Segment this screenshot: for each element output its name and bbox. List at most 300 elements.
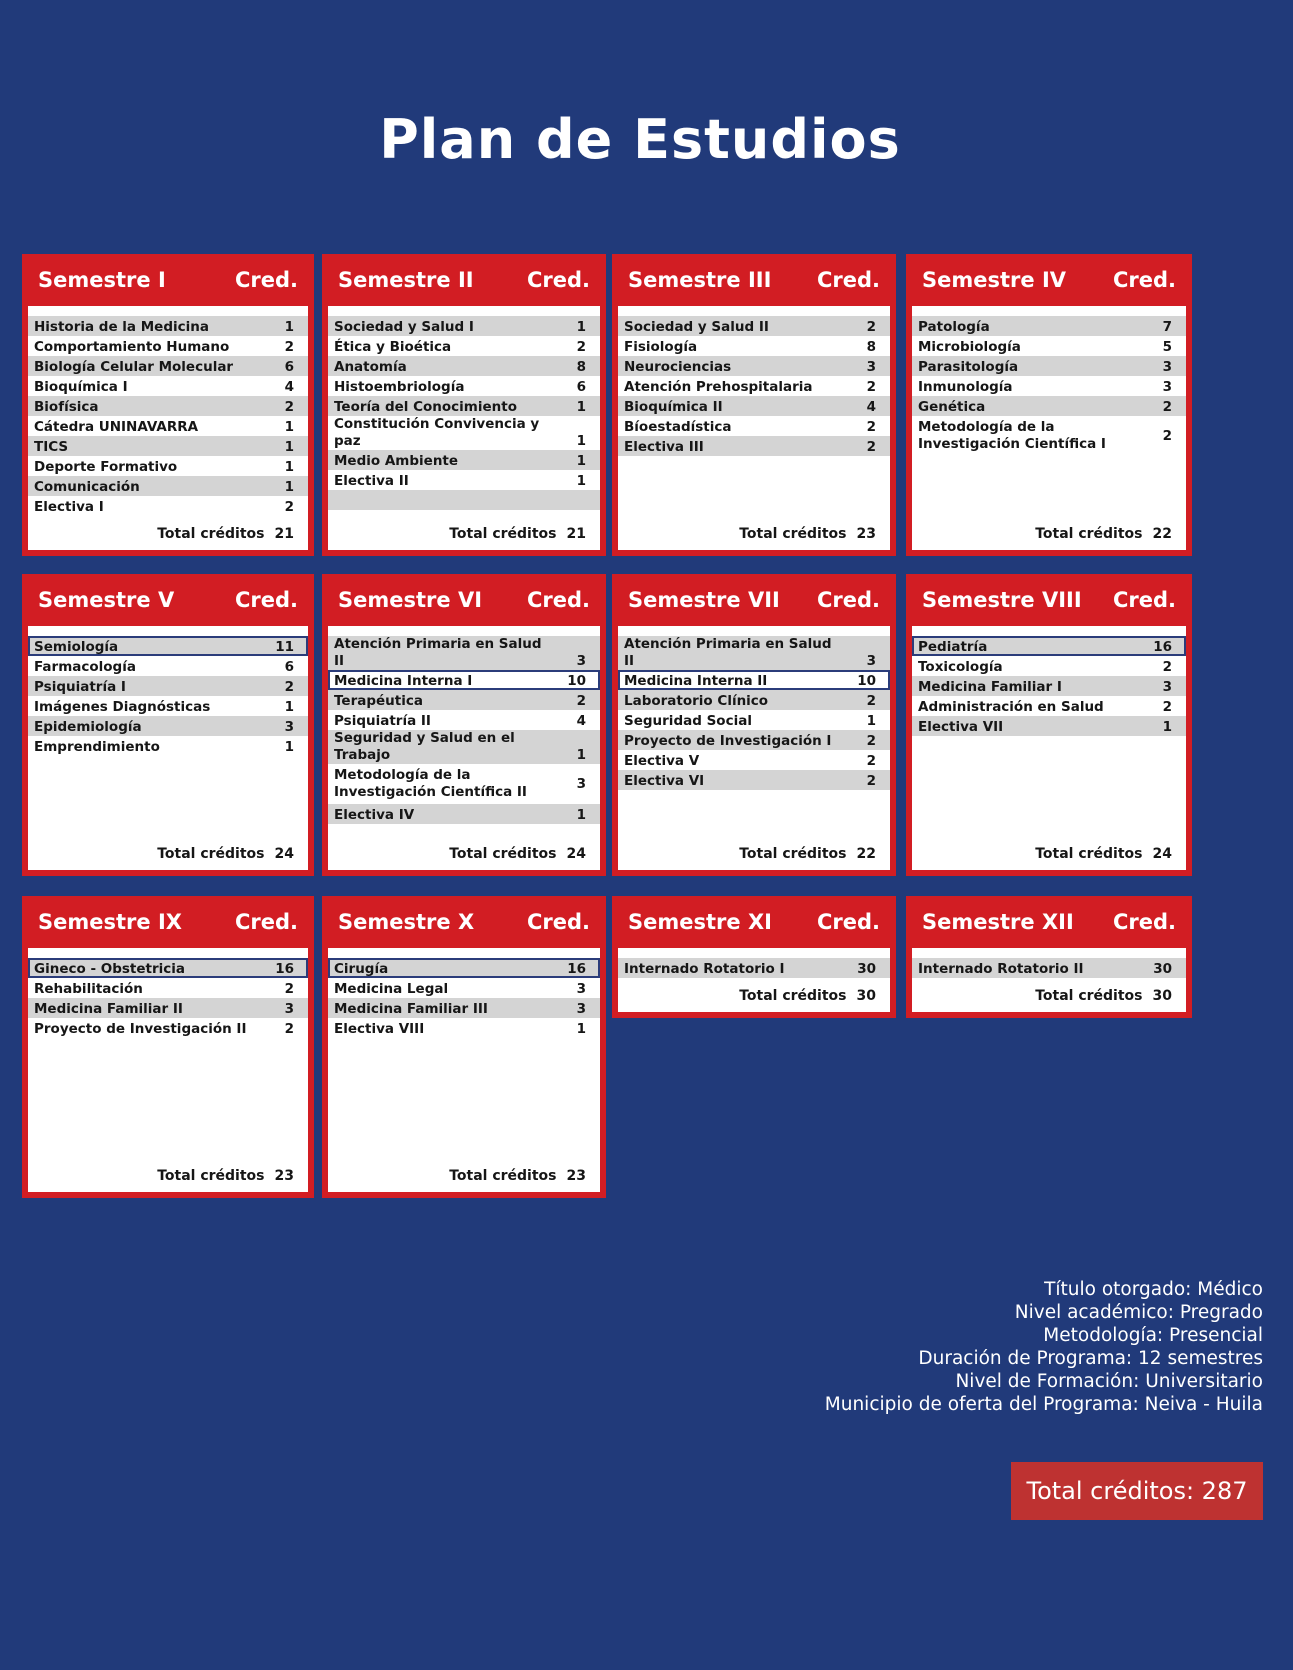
course-row — [912, 656, 1186, 676]
course-name: Cirugía — [334, 961, 389, 977]
course-credits: 3 — [866, 653, 876, 669]
semester-card — [322, 896, 606, 1198]
semester-course-list — [618, 948, 890, 1012]
semester-header — [912, 254, 1186, 306]
course-row — [328, 316, 600, 336]
course-row — [912, 416, 1186, 456]
course-row — [28, 998, 308, 1018]
semester-course-list — [618, 626, 890, 870]
course-name: Laboratorio Clínico — [624, 693, 769, 709]
course-name: Comunicación — [34, 479, 140, 495]
semester-course-list — [28, 948, 308, 1192]
course-name: Epidemiología — [34, 719, 142, 735]
course-credits: 2 — [576, 339, 586, 355]
course-credits: 2 — [1162, 427, 1172, 444]
course-credits: 1 — [576, 399, 586, 415]
semester-total — [449, 846, 586, 862]
course-name: Bioquímica II — [624, 399, 723, 415]
course-name: Semiología — [34, 639, 119, 655]
course-row — [912, 958, 1186, 978]
course-name: Medicina Interna I — [334, 673, 473, 689]
info-line-degree: Título otorgado: Médico — [1044, 1279, 1263, 1300]
course-name: Patología — [918, 319, 990, 335]
course-row — [28, 456, 308, 476]
course-credits: 2 — [1162, 659, 1172, 675]
course-row — [328, 416, 600, 450]
semester-header — [618, 254, 890, 306]
course-credits: 10 — [567, 673, 586, 689]
course-name: Sociedad y Salud II — [624, 319, 769, 335]
semester-total — [449, 1168, 586, 1184]
course-credits: 6 — [284, 659, 294, 675]
course-credits: 3 — [576, 1001, 586, 1017]
course-credits: 8 — [576, 359, 586, 375]
course-name: Fisiología — [624, 339, 698, 355]
course-credits: 2 — [866, 319, 876, 335]
program-info — [825, 1278, 1263, 1416]
total-label: Total créditos — [157, 846, 265, 862]
course-name: Electiva III — [624, 439, 704, 455]
course-credits: 1 — [284, 739, 294, 755]
semester-card — [906, 574, 1192, 876]
course-credits: 1 — [576, 1021, 586, 1037]
total-label: Total créditos — [739, 846, 847, 862]
course-row — [618, 376, 890, 396]
course-row — [328, 958, 600, 978]
course-credits: 2 — [866, 753, 876, 769]
course-credits: 2 — [284, 679, 294, 695]
course-credits: 4 — [284, 379, 294, 395]
course-credits: 1 — [284, 419, 294, 435]
semester-course-list — [912, 626, 1186, 870]
course-name: Proyecto de Investigación I — [624, 733, 832, 749]
semester-course-list — [28, 306, 308, 550]
semester-course-list — [328, 626, 600, 870]
course-credits: 2 — [284, 499, 294, 515]
course-row — [28, 396, 308, 416]
course-row — [328, 490, 600, 510]
course-row — [328, 764, 600, 804]
course-row — [912, 336, 1186, 356]
semester-header — [912, 896, 1186, 948]
total-label: Total créditos — [739, 988, 847, 1004]
course-row — [618, 730, 890, 750]
semester-header — [618, 574, 890, 626]
course-name: Deporte Formativo — [34, 459, 178, 475]
semester-total — [1035, 846, 1172, 862]
course-row — [618, 436, 890, 456]
semester-course-list — [618, 306, 890, 550]
info-line-municipality: Municipio de oferta del Programa: Neiva - Huila — [824, 1394, 1263, 1415]
total-value: 22 — [856, 846, 876, 862]
course-row — [618, 690, 890, 710]
info-line-duration: Duración de Programa: 12 semestres — [918, 1348, 1263, 1369]
course-name: Internado Rotatorio II — [918, 961, 1084, 977]
course-name: Medicina Familiar II — [34, 1001, 183, 1017]
course-name: Medio Ambiente — [334, 453, 459, 469]
course-name: Constitución Convivencia y paz — [334, 416, 540, 449]
credits-header: Cred. — [234, 910, 298, 934]
course-name: Administración en Salud — [918, 699, 1104, 715]
course-credits: 1 — [284, 699, 294, 715]
course-name: Atención Primaria en Salud II — [334, 636, 542, 669]
semester-header — [28, 574, 308, 626]
semester-card — [906, 254, 1192, 556]
semester-total — [449, 526, 586, 542]
semester-total — [739, 526, 876, 542]
course-credits: 30 — [857, 961, 876, 977]
course-credits: 11 — [275, 639, 294, 655]
semester-header — [28, 896, 308, 948]
semester-card — [322, 574, 606, 876]
course-name: Genética — [918, 399, 986, 415]
total-label: Total créditos — [157, 526, 265, 542]
course-credits: 2 — [284, 1021, 294, 1037]
semester-header — [328, 896, 600, 948]
course-row — [912, 356, 1186, 376]
total-value: 22 — [1152, 526, 1172, 542]
course-row — [328, 356, 600, 376]
course-name: Medicina Interna II — [624, 673, 768, 689]
course-row — [328, 730, 600, 764]
course-name: Neurociencias — [624, 359, 732, 375]
course-credits: 2 — [1162, 399, 1172, 415]
credits-header: Cred. — [526, 910, 590, 934]
course-credits: 8 — [866, 339, 876, 355]
course-credits: 2 — [866, 773, 876, 789]
course-row — [618, 356, 890, 376]
course-credits: 2 — [284, 339, 294, 355]
total-value: 30 — [856, 988, 876, 1004]
total-value: 24 — [274, 846, 294, 862]
semester-header — [28, 254, 308, 306]
total-label: Total créditos — [739, 526, 847, 542]
course-credits: 1 — [284, 459, 294, 475]
credits-header: Cred. — [526, 588, 590, 612]
course-row — [328, 978, 600, 998]
course-row — [618, 336, 890, 356]
course-name: Toxicología — [918, 659, 1003, 675]
course-credits: 1 — [576, 747, 586, 763]
course-credits: 7 — [1162, 319, 1172, 335]
semester-header — [328, 254, 600, 306]
semester-name: Semestre IV — [922, 268, 1067, 292]
course-row — [618, 750, 890, 770]
credits-header: Cred. — [816, 910, 880, 934]
semester-card — [612, 254, 896, 556]
total-label: Total créditos — [449, 526, 557, 542]
total-label: Total créditos — [157, 1168, 265, 1184]
total-value: 30 — [1152, 988, 1172, 1004]
course-credits: 1 — [576, 319, 586, 335]
semester-course-list — [328, 306, 600, 550]
course-credits: 2 — [866, 733, 876, 749]
course-row — [618, 670, 890, 690]
semester-name: Semestre V — [38, 588, 175, 612]
course-name: Teoría del Conocimiento — [334, 399, 517, 415]
course-name: Medicina Familiar III — [334, 1001, 488, 1017]
course-name: Terapéutica — [334, 693, 423, 709]
course-row — [328, 998, 600, 1018]
semester-course-list — [912, 306, 1186, 550]
credits-header: Cred. — [526, 268, 590, 292]
semester-name: Semestre XII — [922, 910, 1074, 934]
semester-card — [22, 896, 314, 1198]
semester-header — [618, 896, 890, 948]
course-row — [28, 676, 308, 696]
course-credits: 2 — [866, 439, 876, 455]
course-row — [618, 770, 890, 790]
course-credits: 4 — [866, 399, 876, 415]
course-row — [28, 336, 308, 356]
credits-header: Cred. — [234, 588, 298, 612]
credits-header: Cred. — [234, 268, 298, 292]
semester-name: Semestre IX — [38, 910, 182, 934]
course-name: Histoembriología — [334, 379, 465, 395]
semester-course-list — [912, 948, 1186, 1012]
info-line-methodology: Metodología: Presencial — [1043, 1325, 1263, 1346]
course-row — [328, 804, 600, 824]
total-label: Total créditos — [449, 1168, 557, 1184]
course-row — [28, 476, 308, 496]
semester-name: Semestre X — [338, 910, 475, 934]
course-row — [328, 710, 600, 730]
course-row — [328, 1018, 600, 1038]
course-credits: 1 — [284, 439, 294, 455]
course-row — [912, 636, 1186, 656]
course-row — [28, 978, 308, 998]
semester-card — [906, 896, 1192, 1018]
course-name: Biofísica — [34, 399, 99, 415]
course-credits: 2 — [576, 693, 586, 709]
course-credits: 30 — [1153, 961, 1172, 977]
course-credits: 3 — [1162, 359, 1172, 375]
course-row — [328, 376, 600, 396]
course-row — [618, 416, 890, 436]
course-credits: 4 — [576, 713, 586, 729]
semester-total — [157, 1168, 294, 1184]
course-name: Sociedad y Salud I — [334, 319, 474, 335]
course-credits: 2 — [284, 399, 294, 415]
course-name: Electiva VII — [918, 719, 1004, 735]
course-credits: 2 — [866, 419, 876, 435]
course-name: Farmacología — [34, 659, 136, 675]
course-row — [912, 696, 1186, 716]
semester-total — [1035, 988, 1172, 1004]
course-name: Medicina Familiar I — [918, 679, 1062, 695]
course-name: Electiva VIII — [334, 1021, 425, 1037]
course-row — [28, 958, 308, 978]
course-row — [912, 396, 1186, 416]
course-name: Metodología de la Investigación Científica I — [918, 419, 1106, 452]
course-credits: 16 — [1153, 639, 1172, 655]
total-label: Total créditos — [1035, 846, 1143, 862]
course-name: Internado Rotatorio I — [624, 961, 785, 977]
course-row — [28, 436, 308, 456]
course-name: Emprendimiento — [34, 739, 160, 755]
course-name: Rehabilitación — [34, 981, 143, 997]
course-name: Metodología de la Investigación Científica II — [334, 767, 527, 800]
semester-card — [22, 254, 314, 556]
course-name: Parasitología — [918, 359, 1019, 375]
course-row — [28, 736, 308, 756]
course-row — [28, 356, 308, 376]
credits-header: Cred. — [1112, 910, 1176, 934]
course-row — [912, 316, 1186, 336]
semester-card — [612, 574, 896, 876]
course-name: Atención Primaria en Salud II — [624, 636, 832, 669]
course-row — [328, 396, 600, 416]
semester-name: Semestre VI — [338, 588, 483, 612]
semester-total — [157, 526, 294, 542]
course-row — [618, 710, 890, 730]
course-credits: 3 — [866, 359, 876, 375]
course-row — [328, 336, 600, 356]
total-value: 23 — [566, 1168, 586, 1184]
info-line-level: Nivel académico: Pregrado — [1014, 1302, 1263, 1323]
course-row — [618, 316, 890, 336]
course-credits: 6 — [576, 379, 586, 395]
semester-header — [328, 574, 600, 626]
semester-name: Semestre I — [38, 268, 166, 292]
course-row — [328, 636, 600, 670]
course-name: Inmunología — [918, 379, 1013, 395]
course-name: TICS — [34, 439, 69, 455]
course-credits: 16 — [275, 961, 294, 977]
total-label: Total créditos — [1035, 526, 1143, 542]
course-credits: 1 — [576, 453, 586, 469]
course-row — [28, 316, 308, 336]
course-row — [28, 696, 308, 716]
course-credits: 3 — [576, 653, 586, 669]
course-credits: 2 — [284, 981, 294, 997]
semester-name: Semestre III — [628, 268, 772, 292]
course-name: Seguridad Social — [624, 713, 752, 729]
course-name: Medicina Legal — [334, 981, 449, 997]
credits-header: Cred. — [1112, 588, 1176, 612]
semester-card — [22, 574, 314, 876]
semester-card — [612, 896, 896, 1018]
course-credits: 1 — [866, 713, 876, 729]
course-row — [328, 670, 600, 690]
course-credits: 2 — [1162, 699, 1172, 715]
total-value: 24 — [566, 846, 586, 862]
page-title: Plan de Estudios — [379, 108, 901, 171]
course-name: Psiquiatría II — [334, 713, 431, 729]
semester-name: Semestre XI — [628, 910, 772, 934]
semester-name: Semestre II — [338, 268, 474, 292]
semester-course-list — [28, 626, 308, 870]
course-name: Proyecto de Investigación II — [34, 1021, 247, 1037]
course-credits: 1 — [284, 479, 294, 495]
total-value: 21 — [274, 526, 294, 542]
course-credits: 3 — [1162, 679, 1172, 695]
credits-header: Cred. — [1112, 268, 1176, 292]
course-row — [912, 676, 1186, 696]
semester-total — [739, 846, 876, 862]
semester-name: Semestre VIII — [922, 588, 1082, 612]
course-name: Bíoestadística — [624, 419, 732, 435]
course-credits: 3 — [1162, 379, 1172, 395]
course-row — [912, 376, 1186, 396]
course-credits: 16 — [567, 961, 586, 977]
course-credits: 2 — [866, 693, 876, 709]
course-name: Electiva II — [334, 473, 409, 489]
course-name: Comportamiento Humano — [34, 339, 230, 355]
course-row — [28, 376, 308, 396]
total-value: 23 — [856, 526, 876, 542]
credits-header: Cred. — [816, 588, 880, 612]
course-credits: 10 — [857, 673, 876, 689]
course-credits: 1 — [1162, 719, 1172, 735]
course-row — [28, 636, 308, 656]
course-credits: 3 — [576, 981, 586, 997]
course-credits: 1 — [576, 807, 586, 823]
course-name: Psiquiatría I — [34, 679, 126, 695]
course-row — [618, 958, 890, 978]
semester-card — [322, 254, 606, 556]
course-name: Seguridad y Salud en el Trabajo — [334, 730, 515, 763]
course-row — [328, 450, 600, 470]
total-label: Total créditos — [449, 846, 557, 862]
course-credits: 3 — [576, 775, 586, 792]
course-row — [618, 396, 890, 416]
course-name: Electiva I — [34, 499, 104, 515]
total-value: 24 — [1152, 846, 1172, 862]
total-value: 21 — [566, 526, 586, 542]
course-name: Cátedra UNINAVARRA — [34, 419, 199, 435]
course-credits: 1 — [576, 433, 586, 449]
course-name: Historia de la Medicina — [34, 319, 209, 335]
course-credits: 1 — [284, 319, 294, 335]
semester-course-list — [328, 948, 600, 1192]
course-row — [28, 716, 308, 736]
course-row — [28, 416, 308, 436]
grand-total-badge: Total créditos: 287 — [1011, 1462, 1263, 1520]
course-credits: 6 — [284, 359, 294, 375]
semester-name: Semestre VII — [628, 588, 780, 612]
course-row — [28, 496, 308, 516]
course-name: Gineco - Obstetricia — [34, 961, 186, 977]
semester-total — [157, 846, 294, 862]
course-name: Pediatría — [918, 639, 988, 655]
course-name: Electiva IV — [334, 807, 415, 823]
course-row — [618, 636, 890, 670]
course-row — [328, 470, 600, 490]
course-name: Anatomía — [334, 359, 407, 375]
course-credits: 3 — [284, 1001, 294, 1017]
course-name: Bioquímica I — [34, 379, 128, 395]
course-row — [912, 716, 1186, 736]
course-name: Electiva V — [624, 753, 700, 769]
course-name: Electiva VI — [624, 773, 705, 789]
course-row — [328, 690, 600, 710]
course-credits: 1 — [576, 473, 586, 489]
semester-header — [912, 574, 1186, 626]
course-name: Atención Prehospitalaria — [624, 379, 813, 395]
course-name: Imágenes Diagnósticas — [34, 699, 211, 715]
course-name: Microbiología — [918, 339, 1021, 355]
course-credits: 2 — [866, 379, 876, 395]
course-row — [28, 1018, 308, 1038]
total-label: Total créditos — [1035, 988, 1143, 1004]
semester-total — [739, 988, 876, 1004]
course-name: Ética y Bioética — [334, 339, 452, 355]
course-name: Biología Celular Molecular — [34, 359, 234, 375]
info-line-formation: Nivel de Formación: Universitario — [955, 1371, 1263, 1392]
course-credits: 5 — [1162, 339, 1172, 355]
course-row — [28, 656, 308, 676]
